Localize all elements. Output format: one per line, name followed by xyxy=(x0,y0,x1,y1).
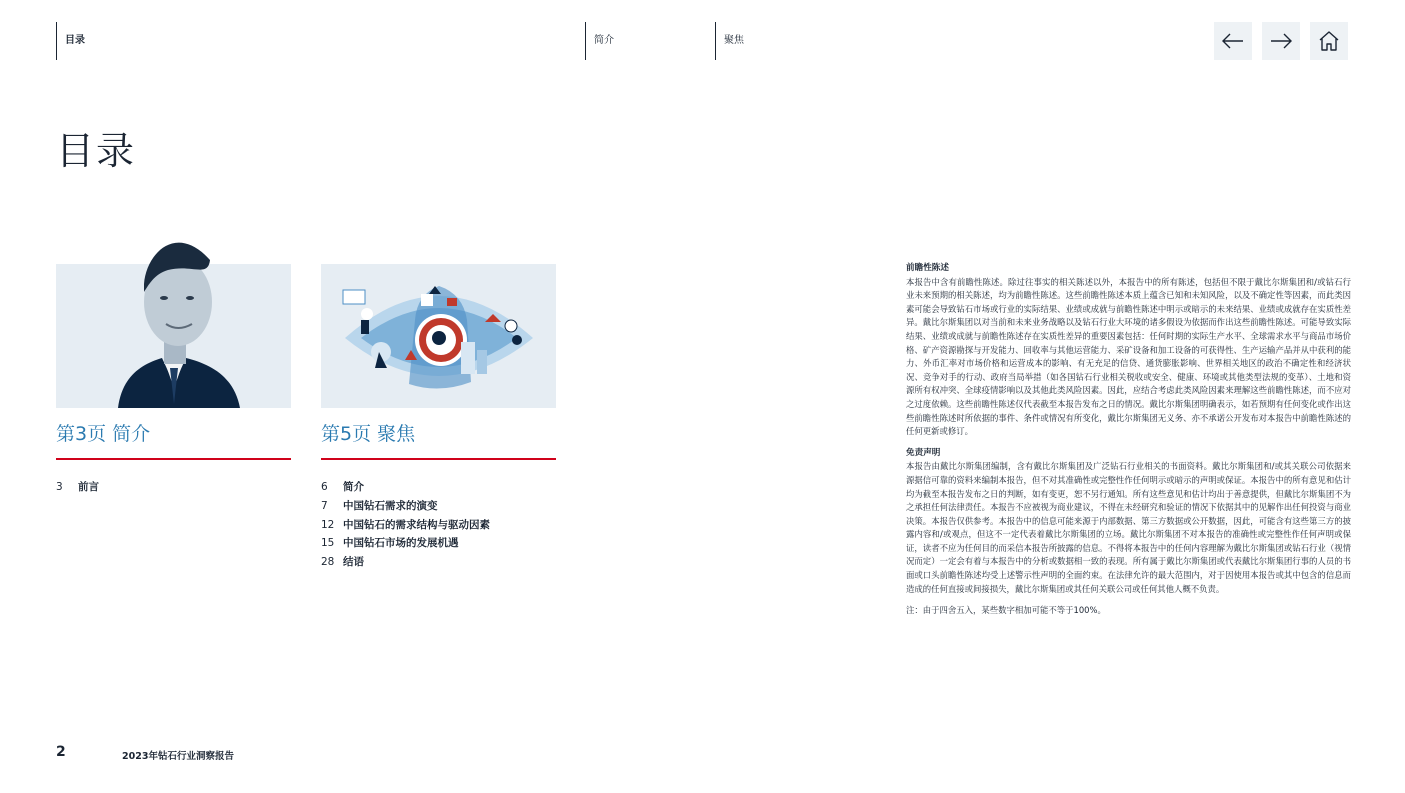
card-title-focus[interactable]: 第5页 聚焦 xyxy=(321,423,416,445)
forward-looking-heading: 前瞻性陈述 xyxy=(906,263,949,273)
toc-item[interactable]: 7 中国钻石需求的演变 xyxy=(321,499,438,512)
page-title: 目录 xyxy=(56,129,137,173)
report-title: 2023年钻石行业洞察报告 xyxy=(122,751,234,762)
eye-illustration[interactable] xyxy=(321,264,556,408)
toc-item[interactable]: 12 中国钻石的需求结构与驱动因素 xyxy=(321,518,490,531)
divider xyxy=(321,458,556,460)
toc-list-intro xyxy=(56,478,99,497)
portrait-photo[interactable] xyxy=(56,264,291,408)
arrow-left-icon xyxy=(1222,33,1244,49)
toc-list-focus xyxy=(321,478,490,572)
forward-button[interactable] xyxy=(1262,22,1300,60)
tab-focus[interactable]: 聚焦 xyxy=(715,22,744,60)
divider xyxy=(56,458,291,460)
home-button[interactable] xyxy=(1310,22,1348,60)
rounding-note: 注：由于四舍五入，某些数字相加可能不等于100%。 xyxy=(906,605,1106,616)
toc-item[interactable]: 15 中国钻石市场的发展机遇 xyxy=(321,537,459,550)
forward-looking-text: 本报告中含有前瞻性陈述。除过往事实的相关陈述以外，本报告中的所有陈述，包括但不限于戴比尔斯集团和/或钻石行业未来预期的相关陈述，均为前瞻性陈述。这些前瞻性陈述本质上蕴含已知和未知风险，以及不确定性等因素，而此类因素可能会导致钻石市场或行业的实际结果、业绩或成就与前瞻性陈述中明示或暗示的未来结果、业绩或成就存在实质性差异。戴比尔斯集团以对当前和未来业务战略以及钻石行业大环境的诸多假设为依据而作出这些前瞻性陈述。可能导致实际结果、业绩或成就与前瞻性陈述存在实质性差异的重要因素包括：任何时期的实际生产水平、全球需求水平与商品市场价格、矿产资源勘探与开发能力、回收率与其他运营能力、采矿设备和加工设备的可获得性、生产运输产品并从中获利的能力、外币汇率对市场价格和运营成本的影响、有无充足的信贷、通货膨胀影响、世界相关地区的政治不确定性和经济状况、竞争对手的行动、政府当局举措（如各国钻石行业相关税收或安全、健康、环境或其他类型法规的变革）、土地和资源所有权冲突、全球疫情影响以及其他此类风险因素。因此，应结合考虑此类风险因素来理解这些前瞻性陈述，而不应对之过度依赖。这些前瞻性陈述仅代表截至本报告发布之日的情况。戴比尔斯集团明确表示，如若预期有任何变化或作出这些前瞻性陈述时所依据的事件、条件或情况有所变化，戴比尔斯集团无义务、亦不承诺公开发布对本报告中前瞻性陈述的任何更新或修订。 xyxy=(906,276,1351,437)
toc-item[interactable]: 28 结语 xyxy=(321,556,364,569)
toc-item[interactable]: 3 前言 xyxy=(56,481,99,493)
disclaimer-text: 本报告由戴比尔斯集团编制，含有戴比尔斯集团及广泛钻石行业相关的书面资料。戴比尔斯集团和/或其关联公司依据来源据信可靠的资料来编制本报告，但不对其准确性或完整性作任何明示或暗示的声明或保证。本报告中的所有意见和估计均为截至本报告发布之日的判断，如有变更，恕不另行通知。所有这些意见和估计均出于善意提供，但戴比尔斯集团不为之承担任何法律责任。本报告不应被视为商业建议，不得在未经研究和验证的情况下依据其中的见解作出任何投资与商业决策。本报告仅供参考。本报告中的信息可能来源于内部数据、第三方数据或公开数据，因此，可能含有这些第三方的披露内容和/或观点，但这不一定代表着戴比尔斯集团的立场。戴比尔斯集团不对本报告的准确性或完整性作任何声明或保证，读者不应为任何目的而采信本报告所披露的信息。不得将本报告中的任何内容理解为戴比尔斯集团或钻石行业（视情况而定）一定会有着与本报告中的分析或数据相一致的表现。所有属于戴比尔斯集团或代表戴比尔斯集团行事的人员的书面或口头前瞻性陈述均受上述警示性声明的全面约束。在法律允许的最大范围内，对于因使用本报告或其中包含的信息而造成的任何直接或间接损失，戴比尔斯集团或其任何关联公司或任何其他人概不负责。 xyxy=(906,461,1351,594)
tab-intro[interactable]: 简介 xyxy=(585,22,614,60)
legal-notice xyxy=(906,262,1351,626)
page-number: 2 xyxy=(56,744,66,760)
card-title-intro[interactable]: 第3页 简介 xyxy=(56,423,151,445)
toc-item[interactable]: 6 简介 xyxy=(321,481,364,493)
arrow-right-icon xyxy=(1270,33,1292,49)
home-icon xyxy=(1318,30,1340,52)
disclaimer-heading: 免责声明 xyxy=(906,447,941,458)
back-button[interactable] xyxy=(1214,22,1252,60)
tab-toc[interactable]: 目录 xyxy=(56,22,85,60)
